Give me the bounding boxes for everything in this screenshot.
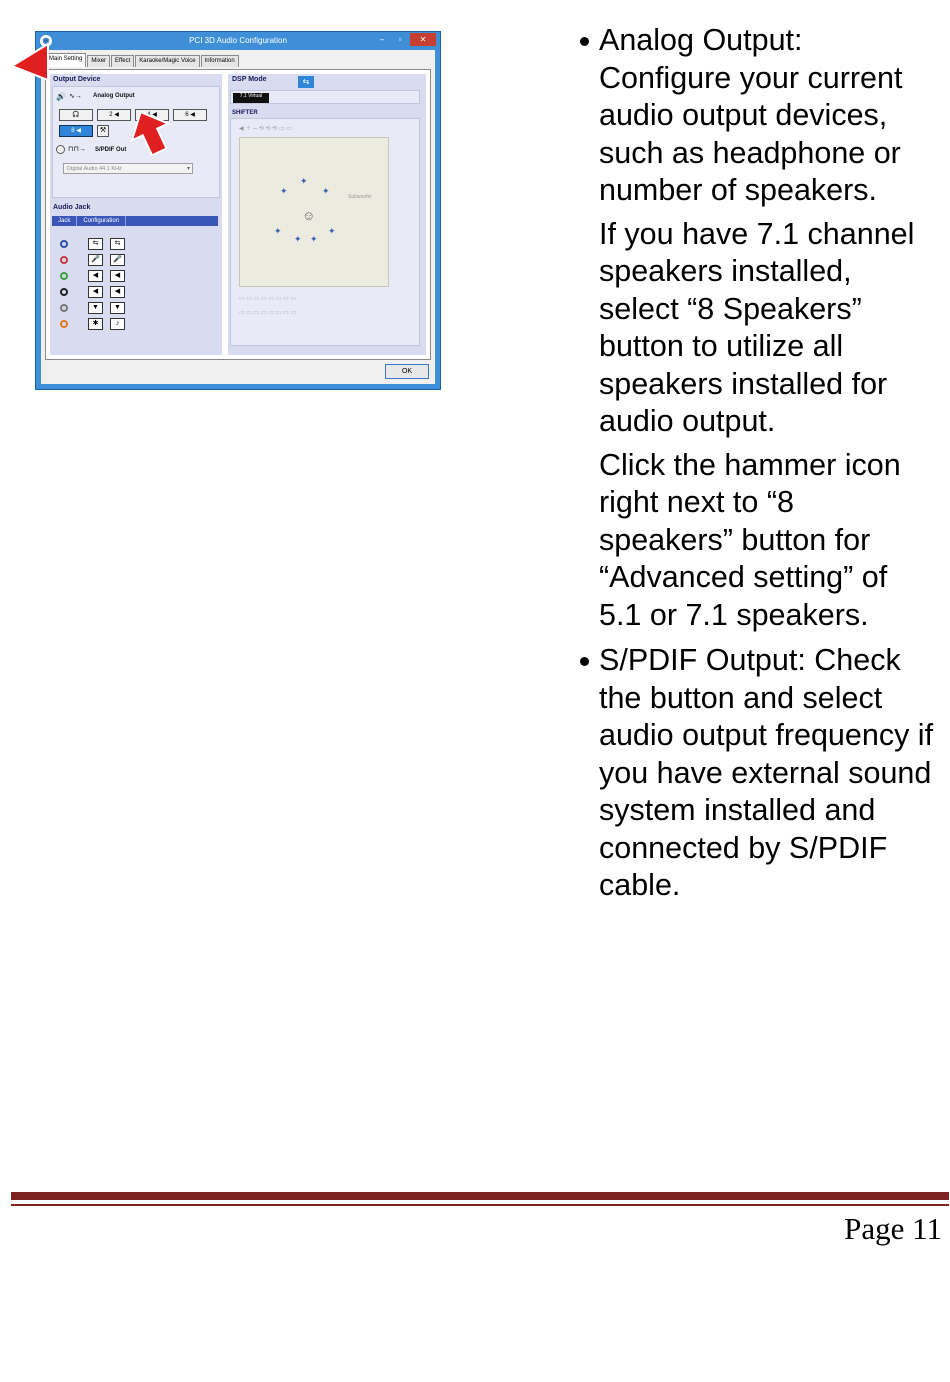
shifter-label: SHIFTER xyxy=(232,110,258,116)
rear-speaker-alt-icon[interactable]: ◀ xyxy=(110,286,125,298)
main-setting-panel xyxy=(45,69,431,360)
bullet-icon xyxy=(580,37,589,46)
speakers-8-button[interactable]: 8 ◀ xyxy=(59,125,93,137)
front-left-speaker-icon[interactable]: ✦ xyxy=(280,186,288,196)
spdif-label: S/PDIF Out xyxy=(95,147,127,153)
subwoofer-label: Subwoofer xyxy=(348,194,372,200)
tab-effect[interactable]: Effect xyxy=(111,55,134,67)
headphone-button[interactable]: 🎧 xyxy=(59,109,93,121)
dsp-mode-box xyxy=(230,90,420,104)
jack-table-header xyxy=(52,216,218,226)
tab-main-setting[interactable]: Main Setting xyxy=(45,53,86,67)
minimize-icon[interactable]: – xyxy=(379,35,385,44)
shifter-box xyxy=(230,118,420,346)
jack-green-icon xyxy=(60,272,68,280)
jack-column-header: Jack xyxy=(52,216,77,226)
seven-one-paragraph: If you have 7.1 channel speakers installed, select “8 Speakers” button to utilize all speakers installed for audio output. xyxy=(599,216,915,438)
listener-icon: ☺ xyxy=(302,208,316,223)
instructions-column xyxy=(580,22,935,905)
spdif-frequency-select[interactable] xyxy=(63,163,193,174)
dialog-titlebar xyxy=(36,32,440,50)
tab-strip xyxy=(45,55,240,67)
tab-mixer[interactable]: Mixer xyxy=(87,55,110,67)
jack-blue-icon xyxy=(60,240,68,248)
speaker-position-area[interactable] xyxy=(239,137,389,287)
tab-pointer-arrow xyxy=(8,40,56,84)
front-speaker-icon[interactable]: ◀ xyxy=(88,270,103,282)
speaker-volume-icon: 🔊 xyxy=(56,92,66,101)
jack-gray-icon xyxy=(60,304,68,312)
audio-jack-label: Audio Jack xyxy=(53,204,91,211)
dsp-mode-label: DSP Mode xyxy=(232,76,267,83)
rear-left-speaker-icon[interactable]: ✦ xyxy=(294,234,302,244)
mic-alt-icon[interactable]: 🎤 xyxy=(110,254,125,266)
ok-button[interactable]: OK xyxy=(385,364,429,379)
audio-config-screenshot xyxy=(35,31,441,390)
dsp-toggle-icon[interactable]: ⇆ xyxy=(298,76,314,88)
close-icon[interactable]: ✕ xyxy=(410,33,436,46)
speakers-4-button[interactable]: ◀ xyxy=(135,109,169,121)
output-device-label: Output Device xyxy=(53,76,101,83)
analog-wave-icon: ∿→ xyxy=(69,93,82,100)
shifter-toolbar: ◀ ＋ ─ ⟲ ⟲ ⟲ ▭ ▭ xyxy=(239,126,292,132)
bullet-icon xyxy=(580,657,589,666)
tab-information[interactable]: Information xyxy=(201,55,239,67)
hammer-icon[interactable]: ⚒ xyxy=(97,125,109,137)
mic-icon[interactable]: 🎤 xyxy=(88,254,103,266)
analog-output-bullet xyxy=(580,22,935,210)
analog-output-label: Analog Output xyxy=(93,93,135,99)
spdif-frequency-value: Digital Audio 44.1 KHz xyxy=(67,166,122,172)
app-icon: ◉ xyxy=(40,35,52,47)
spdif-radio[interactable] xyxy=(56,145,65,154)
front-speaker-alt-icon[interactable]: ◀ xyxy=(110,270,125,282)
speakers-6-label: 6 xyxy=(185,112,189,118)
chevron-down-icon: ▾ xyxy=(186,166,190,172)
spdif-wave-icon: ⊓⊓→ xyxy=(68,146,86,153)
shifter-distance-row-1: ▭ ▭ ▭ ▭ ▭ ▭ ▭ ▭ xyxy=(239,296,297,302)
rear-speaker-icon[interactable]: ◀ xyxy=(88,286,103,298)
page-number: Page 11 xyxy=(844,1211,942,1246)
maximize-icon[interactable]: ▫ xyxy=(398,35,402,44)
side-speaker-alt-icon[interactable]: ▼ xyxy=(110,302,125,314)
speakers-2-label: 2 xyxy=(109,112,113,118)
jack-black-icon xyxy=(60,288,68,296)
line-in-icon[interactable]: ⇆ xyxy=(88,238,103,250)
speakers-2-button[interactable]: 2 ◀ xyxy=(97,109,131,121)
spdif-output-bullet xyxy=(580,642,935,905)
side-speaker-icon[interactable]: ▼ xyxy=(88,302,103,314)
line-in-alt-icon[interactable]: ⇆ xyxy=(110,238,125,250)
footer-rule-thin xyxy=(11,1204,949,1206)
analog-output-text: Analog Output: Configure your current audio output devices, such as headphone or number of speakers. xyxy=(599,23,903,207)
rear-right-speaker-icon[interactable]: ✦ xyxy=(310,234,318,244)
speakers-6-button[interactable]: 6 ◀ xyxy=(173,109,207,121)
footer-rule-thick xyxy=(11,1192,949,1200)
configuration-column-header: Configuration xyxy=(77,216,126,226)
tab-karaoke[interactable]: Karaoke/Magic Voice xyxy=(135,55,199,67)
side-right-speaker-icon[interactable]: ✦ xyxy=(328,226,336,236)
shifter-distance-row-2: ▭ ▭ ▭ ▭ ▭ ▭ ▭ ▭ xyxy=(239,310,297,316)
dialog-title: PCI 3D Audio Configuration xyxy=(189,36,287,45)
hammer-pointer-arrow xyxy=(128,108,172,156)
dsp-virtual-button[interactable]: 7.1 Virtual xyxy=(233,93,269,103)
center-sub-alt-icon[interactable]: ♪ xyxy=(110,318,125,330)
dsp-mode-pane xyxy=(228,74,426,355)
spdif-output-text: S/PDIF Output: Check the button and select audio output frequency if you have external sound system installed and connected by S/PDIF cable. xyxy=(599,643,934,902)
side-left-speaker-icon[interactable]: ✦ xyxy=(274,226,282,236)
hammer-paragraph: Click the hammer icon right next to “8 speakers” button for “Advanced setting” of 5.1 or 7.1 speakers. xyxy=(599,447,901,632)
speakers-8-label: 8 xyxy=(71,128,75,134)
front-center-speaker-icon[interactable]: ✦ xyxy=(300,176,308,186)
center-sub-icon[interactable]: ✱ xyxy=(88,318,103,330)
jack-orange-icon xyxy=(60,320,68,328)
front-right-speaker-icon[interactable]: ✦ xyxy=(322,186,330,196)
jack-pink-icon xyxy=(60,256,68,264)
dialog-client xyxy=(41,50,435,384)
window-controls xyxy=(374,33,436,46)
